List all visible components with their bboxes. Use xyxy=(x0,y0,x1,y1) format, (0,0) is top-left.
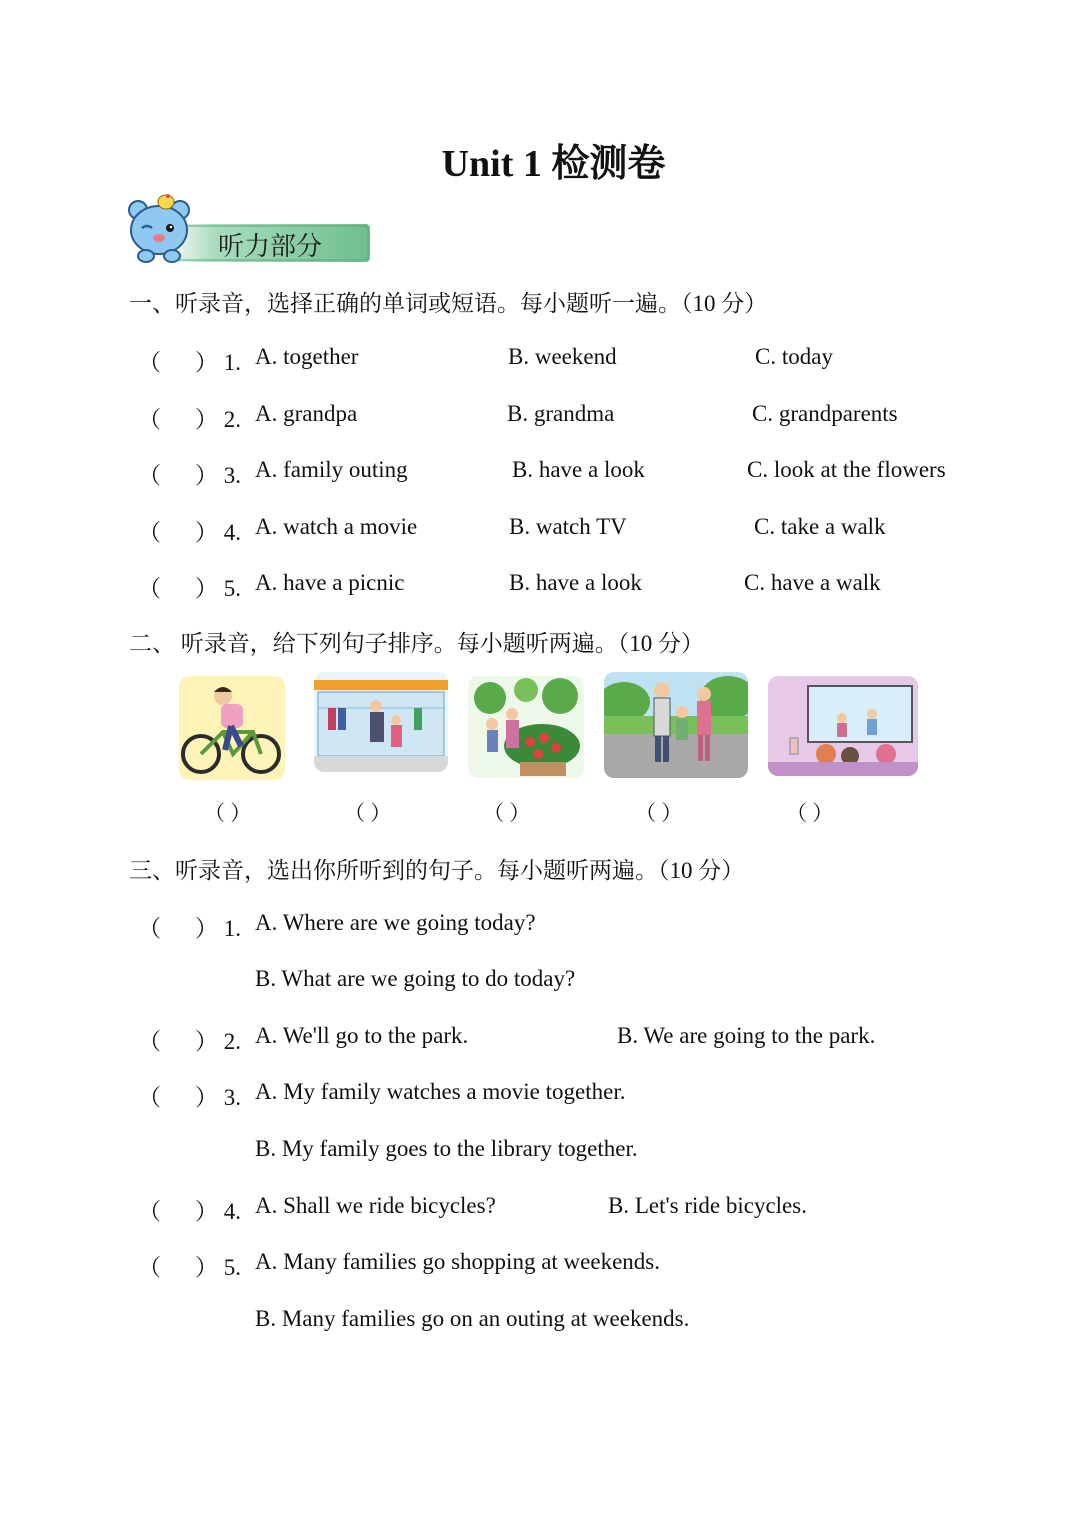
list-item: （ ） 5. xyxy=(138,1255,241,1280)
option-b: B. have a look xyxy=(509,570,642,595)
answer-paren-open[interactable]: （ xyxy=(138,463,161,488)
answer-paren-open[interactable]: （ xyxy=(138,350,161,375)
option-b: B. grandma xyxy=(507,401,615,426)
option-c: C. take a walk xyxy=(754,514,886,539)
bicycle-picture xyxy=(179,676,285,780)
option-c: C. look at the flowers xyxy=(747,457,946,482)
listening-section-banner xyxy=(124,190,374,266)
answer-blank[interactable]: （ ） xyxy=(786,801,834,825)
answer-blank[interactable]: （ ） xyxy=(344,801,392,825)
section1-heading: 一、听录音，选择正确的单词或短语。每小题听一遍。（10 分） xyxy=(129,291,768,316)
option-b: B. We are going to the park. xyxy=(617,1023,876,1048)
option-c: C. today xyxy=(755,344,833,369)
option-a: A. My family watches a movie together. xyxy=(255,1079,626,1104)
option-b: B. What are we going to do today? xyxy=(255,966,576,991)
option-a: A. have a picnic xyxy=(255,570,405,595)
answer-paren-open[interactable]: （ xyxy=(138,1255,161,1280)
list-item: （ ） 4. xyxy=(138,1199,241,1224)
answer-blank[interactable]: （ ） xyxy=(635,801,683,825)
answer-paren-open[interactable]: （ xyxy=(138,576,161,601)
list-item: （ ） 1. xyxy=(138,916,241,941)
section2-heading: 二、 听录音，给下列句子排序。每小题听两遍。（10 分） xyxy=(129,631,704,656)
option-a: A. together xyxy=(255,344,359,369)
answer-paren-open[interactable]: （ xyxy=(138,407,161,432)
answer-paren-open[interactable]: （ xyxy=(138,520,161,545)
answer-paren-open[interactable]: （ xyxy=(138,1199,161,1224)
page-title: Unit 1 检测卷 xyxy=(441,143,666,185)
option-b: B. watch TV xyxy=(509,514,627,539)
option-c: C. grandparents xyxy=(752,401,898,426)
banner-label: 听力部分 xyxy=(218,232,323,262)
option-c: C. have a walk xyxy=(744,570,881,595)
flowers-picture xyxy=(468,676,584,778)
option-b: B. My family goes to the library together. xyxy=(255,1136,638,1161)
list-item: （ ） 3. xyxy=(138,463,241,488)
answer-paren-open[interactable]: （ xyxy=(138,916,161,941)
answer-blank[interactable]: （ ） xyxy=(483,801,531,825)
option-b: B. Many families go on an outing at weekends. xyxy=(255,1306,690,1331)
option-b: B. weekend xyxy=(508,344,617,369)
answer-paren-open[interactable]: （ xyxy=(138,1029,161,1054)
option-b: B. have a look xyxy=(512,457,645,482)
list-item: （ ） 5. xyxy=(138,576,241,601)
answer-blank[interactable]: （ ） xyxy=(204,801,252,825)
option-a: A. watch a movie xyxy=(255,514,418,539)
option-a: A. We'll go to the park. xyxy=(255,1023,469,1048)
option-a: A. grandpa xyxy=(255,401,358,426)
option-a: A. Many families go shopping at weekends. xyxy=(255,1249,660,1274)
shopping-picture xyxy=(314,672,448,772)
section3-heading: 三、听录音，选出你所听到的句子。每小题听两遍。（10 分） xyxy=(129,858,745,883)
answer-paren-open[interactable]: （ xyxy=(138,1085,161,1110)
family-walk-picture xyxy=(604,672,748,778)
option-a: A. family outing xyxy=(255,457,408,482)
list-item: （ ） 2. xyxy=(138,407,241,432)
option-b: B. Let's ride bicycles. xyxy=(608,1193,807,1218)
cinema-picture xyxy=(768,676,918,776)
list-item: （ ） 4. xyxy=(138,520,241,545)
list-item: （ ） 2. xyxy=(138,1029,241,1054)
option-a: A. Shall we ride bicycles? xyxy=(255,1193,496,1218)
list-item: （ ） 1. xyxy=(138,350,241,375)
option-a: A. Where are we going today? xyxy=(255,910,536,935)
list-item: （ ） 3. xyxy=(138,1085,241,1110)
